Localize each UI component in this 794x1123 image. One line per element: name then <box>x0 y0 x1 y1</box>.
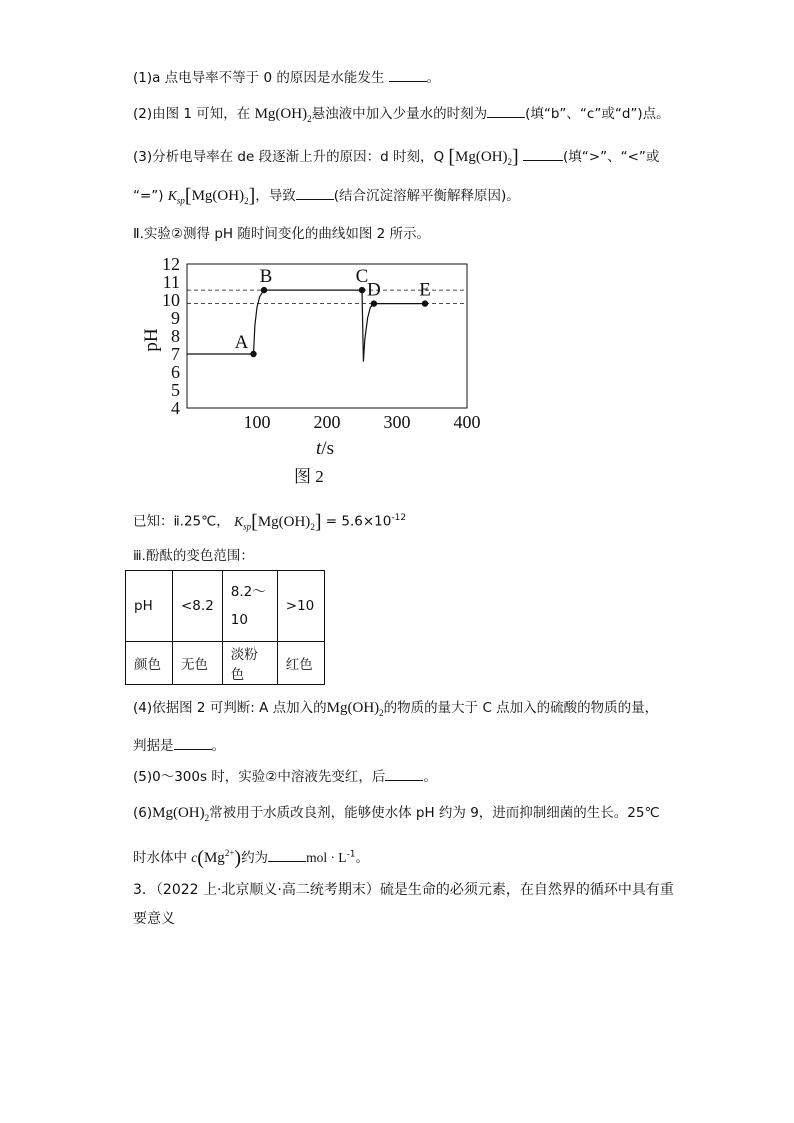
ph-curve <box>187 290 425 361</box>
question-6-line-1: $(6)Mg(OH)_2$常被用于水质改良剂，能够使水体 pH 约为 9，进而抑制细菌的生长。25℃ <box>133 805 660 823</box>
y-tick-label: 6 <box>171 362 180 382</box>
y-tick-label: 7 <box>171 344 180 364</box>
y-tick-label: 8 <box>171 326 180 346</box>
data-point-e <box>422 300 428 306</box>
x-tick-label: 400 <box>453 412 481 432</box>
table-cell: 无色 <box>173 642 223 685</box>
data-point-d <box>371 300 377 306</box>
table-cell: pH <box>126 571 173 642</box>
table-cell: 红色 <box>277 642 324 685</box>
answer-blank[interactable] <box>174 735 212 750</box>
data-point-b <box>261 287 267 293</box>
known-iii: ⅲ.酚酞的变色范围： <box>133 548 254 564</box>
x-tick-label: 300 <box>383 412 411 432</box>
point-label-c: C <box>355 266 369 288</box>
y-tick-label: 5 <box>171 380 180 400</box>
question-4-line-2: 判据是 。 <box>133 735 225 756</box>
phenolphthalein-table <box>125 570 325 685</box>
question-5: (5)0～300s 时，实验②中溶液先变红，后 。 <box>133 766 437 787</box>
table-cell: 颜色 <box>126 642 173 685</box>
question-4-line-1: (4)依据图 2 可判断: A 点加入的$Mg(OH)_2$的物质的量大于 C 点加入的硫酸的物质的量， <box>133 700 659 718</box>
question-3-line-2: “=”) $K_{sp}[Mg(OH)_2]$，导致 (结合沉淀溶解平衡解释原因)。 <box>133 185 520 207</box>
ph-time-chart <box>130 250 490 490</box>
answer-blank[interactable] <box>385 766 423 781</box>
answer-blank[interactable] <box>296 185 334 200</box>
question-6-line-2: 时水体中 $c(Mg^{2+})$约为 mol · $L^{-1}$。 <box>133 847 370 869</box>
answer-blank[interactable] <box>487 103 525 118</box>
point-label-a: A <box>234 332 249 353</box>
table-cell: 8.2～ 10 <box>222 571 277 642</box>
y-tick-label: 11 <box>162 272 180 292</box>
data-point-c <box>359 287 365 293</box>
next-question-line-2: 要意义 <box>133 911 175 927</box>
table-cell: <8.2 <box>173 571 223 642</box>
y-tick-label: 4 <box>171 398 180 418</box>
chem-formula: $Mg(OH)_2$ <box>254 106 312 124</box>
answer-blank[interactable] <box>523 146 563 161</box>
table-cell: >10 <box>277 571 324 642</box>
y-tick-label: 12 <box>162 254 180 274</box>
x-axis-label: t/s <box>316 438 334 459</box>
data-point-a <box>250 351 256 357</box>
x-tick-label: 100 <box>243 412 271 432</box>
point-label-d: D <box>367 279 381 301</box>
y-axis-label: pH <box>141 328 162 352</box>
question-2: (2)由图 1 可知，在 $Mg(OH)_2$悬浊液中加入少量水的时刻为 (填“b”、“c”或“d”)点。 <box>133 103 670 129</box>
figure-caption: 图 2 <box>294 467 324 486</box>
answer-blank[interactable] <box>268 847 306 862</box>
y-tick-label: 10 <box>162 290 180 310</box>
answer-blank[interactable] <box>389 67 427 82</box>
point-label-b: B <box>259 266 273 288</box>
section-2-intro: Ⅱ.实验②测得 pH 随时间变化的曲线如图 2 所示。 <box>133 226 431 242</box>
next-question-line-1: 3．（2022 上·北京顺义·高二统考期末）硫是生命的必须元素，在自然界的循环中具有重 <box>133 882 674 898</box>
x-tick-label: 200 <box>313 412 341 432</box>
known-ii: 已知：ⅱ.25℃， $K_{sp}[Mg(OH)_2] = 5.6\times 10^{-12}$ <box>133 510 407 533</box>
question-1-text: (1)a 点电导率不等于 0 的原因是水能发生 <box>133 70 385 86</box>
table-cell: 淡粉色 <box>222 642 277 685</box>
y-tick-label: 9 <box>171 308 180 328</box>
question-1: (1)a 点电导率不等于 0 的原因是水能发生 。 <box>133 67 440 88</box>
question-3-line-1: (3)分析电导率在 de 段逐渐上升的原因：d 时刻，Q $[Mg(OH)_2]$ (填“>”、“<”或 <box>133 146 660 168</box>
point-label-e: E <box>419 279 431 301</box>
